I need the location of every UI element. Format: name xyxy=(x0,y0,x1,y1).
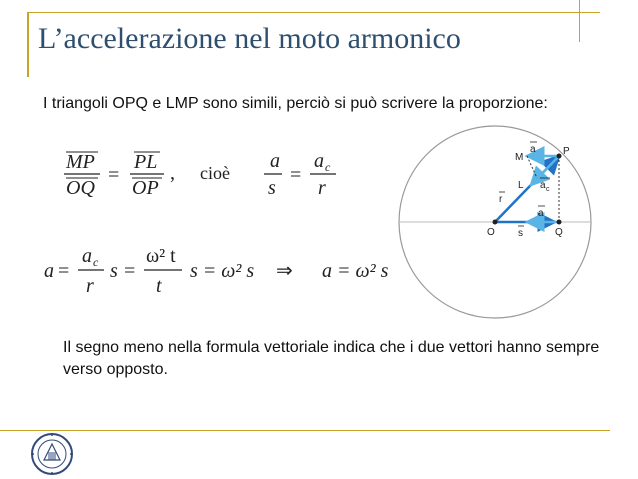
op-text: OP xyxy=(132,177,159,199)
point-o xyxy=(493,220,498,225)
mp-text: MP xyxy=(66,151,95,173)
label-a-mid: a xyxy=(538,208,544,219)
frac3-num: a xyxy=(270,150,280,172)
frac4-num-sub: c xyxy=(325,160,331,174)
result-text: a = ω² s xyxy=(322,260,389,282)
t-den: t xyxy=(156,275,162,297)
label-q: Q xyxy=(555,227,563,238)
pl-text: PL xyxy=(134,151,158,173)
r-den: r xyxy=(86,275,94,297)
w2t-num: ω² t xyxy=(146,245,176,267)
frac3-den: s xyxy=(268,177,276,199)
intro-text: I triangoli OPQ e LMP sono simili, perciò si può scrivere la proporzione: xyxy=(43,95,548,112)
eq-b: = xyxy=(124,260,136,282)
label-m: M xyxy=(515,152,524,163)
label-ac: a xyxy=(540,180,546,191)
frac4-num: a xyxy=(314,150,324,172)
a-text: a xyxy=(44,260,54,282)
circle-diagram xyxy=(385,120,635,335)
frame-bottom-rule xyxy=(0,430,610,431)
frame-left-rule xyxy=(27,12,29,77)
ac-num-sub: c xyxy=(93,255,99,269)
eq1: = xyxy=(108,164,120,186)
university-seal-logo xyxy=(30,432,74,476)
point-q xyxy=(557,220,562,225)
proportion-formula xyxy=(60,145,360,200)
acceleration-formula xyxy=(44,242,394,300)
label-a-top: a xyxy=(530,144,536,155)
label-ac-sub: c xyxy=(546,186,550,193)
oq-text: OQ xyxy=(66,177,95,199)
point-p xyxy=(557,154,562,159)
cioe-text: cioè xyxy=(200,163,230,183)
label-s: s xyxy=(518,228,523,239)
s-eq-w2s: s = ω² s xyxy=(190,260,255,282)
frame-right-rule xyxy=(579,0,580,42)
frame-top-rule xyxy=(28,12,600,13)
note-text: Il segno meno nella formula vettoriale indica che i due vettori hanno sempre verso opposto. xyxy=(63,339,600,378)
s-text: s xyxy=(110,260,118,282)
label-p: P xyxy=(563,146,570,157)
eq2: = xyxy=(290,164,302,186)
label-o: O xyxy=(487,227,495,238)
slide-title: L’accelerazione nel moto armonico xyxy=(38,22,461,55)
implies-arrow: ⇒ xyxy=(276,260,293,282)
ac-num: a xyxy=(82,245,92,267)
eq-a: = xyxy=(58,260,70,282)
frac4-den: r xyxy=(318,177,326,199)
comma: , xyxy=(170,162,175,184)
ml-dotted-line xyxy=(527,156,537,178)
label-r: r xyxy=(499,194,503,205)
label-l: L xyxy=(518,180,524,191)
